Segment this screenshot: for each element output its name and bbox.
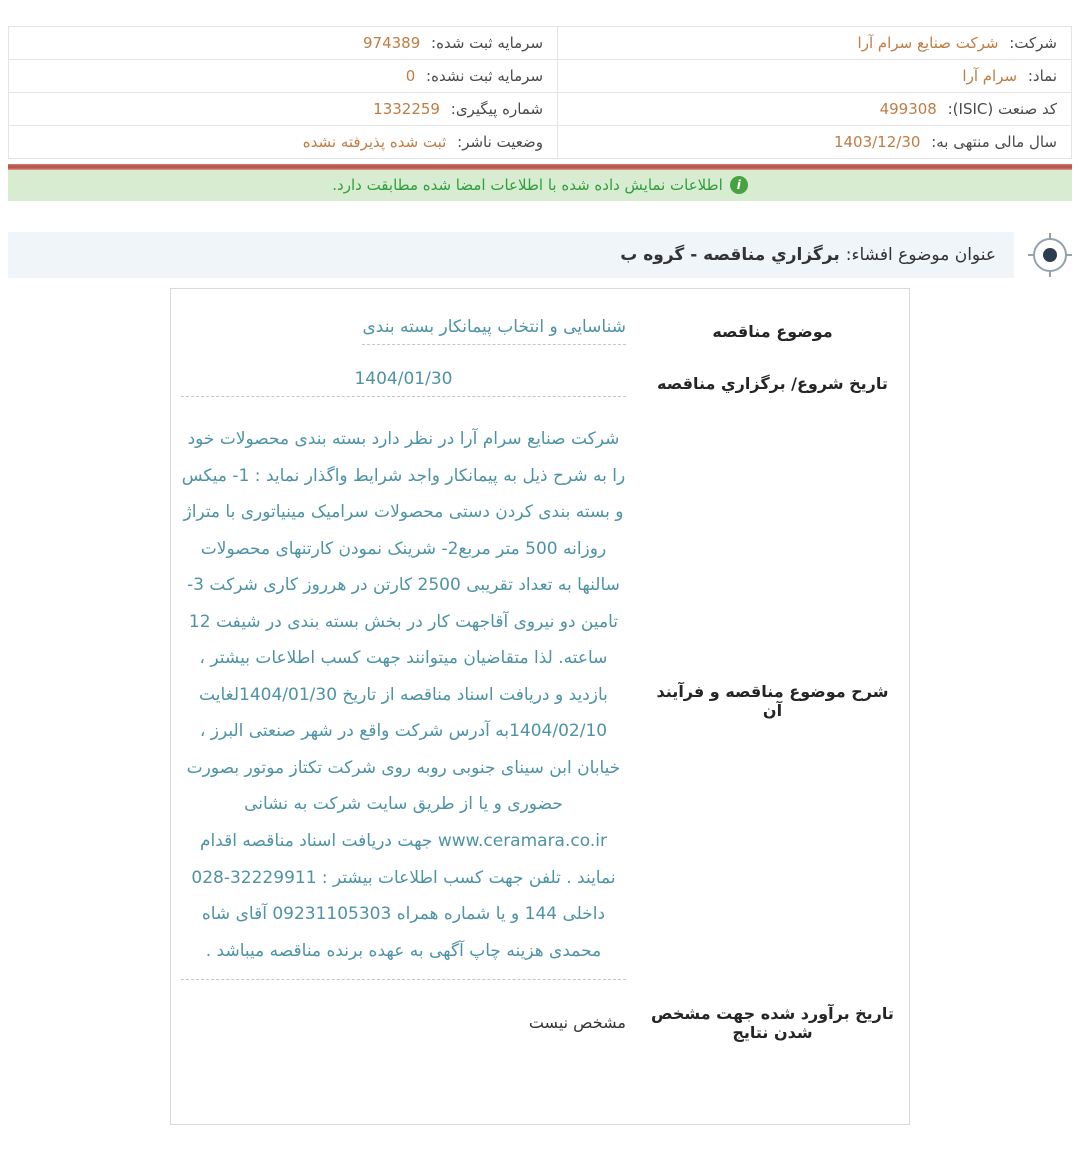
disclosure-table bbox=[171, 305, 909, 1054]
symbol-value: سرام آرا bbox=[962, 67, 1018, 85]
table-row bbox=[9, 27, 1072, 60]
results-date-label: تاریخ برآورد شده جهت مشخص شدن نتایج bbox=[651, 1004, 894, 1043]
unregistered-capital-cell bbox=[9, 60, 558, 93]
tender-subject-label: موضوع مناقصه bbox=[712, 321, 833, 341]
company-cell bbox=[558, 27, 1072, 60]
tender-start-date-row bbox=[171, 357, 909, 409]
tender-description-row bbox=[171, 409, 909, 992]
isic-code-value: 499308 bbox=[879, 100, 937, 118]
tracking-number-label: شماره پیگیری: bbox=[450, 100, 544, 118]
disclosure-subject-title: برگزاري مناقصه - گروه ب bbox=[620, 245, 840, 265]
disclosure-subject-label: عنوان موضوع افشاء: bbox=[845, 245, 996, 265]
section-title-bar bbox=[8, 232, 1014, 278]
table-row bbox=[9, 60, 1072, 93]
company-info-table bbox=[8, 26, 1072, 159]
disclosure-detail-box bbox=[170, 288, 910, 1125]
tender-subject-value: شناسایی و انتخاب پیمانکار بسته بندی bbox=[171, 305, 636, 357]
info-icon: i bbox=[730, 176, 748, 194]
publisher-status-value: ثبت شده پذیرفته نشده bbox=[302, 133, 447, 151]
results-date-value: مشخص نیست bbox=[528, 1013, 626, 1033]
table-row bbox=[9, 93, 1072, 126]
tender-start-date-label: تاریخ شروع/ برگزاري مناقصه bbox=[657, 373, 888, 393]
isic-code-label: کد صنعت (ISIC): bbox=[947, 100, 1057, 118]
registered-capital-label: سرمایه ثبت شده: bbox=[431, 34, 544, 52]
registered-capital-cell bbox=[9, 27, 558, 60]
section-header bbox=[8, 232, 1072, 278]
tender-description-label: شرح موضوع مناقصه و فرآیند آن bbox=[656, 681, 889, 720]
company-value: شرکت صنایع سرام آرا bbox=[857, 34, 999, 52]
symbol-label: نماد: bbox=[1027, 67, 1057, 85]
target-icon bbox=[1028, 233, 1072, 277]
tender-description-value: شرکت صنایع سرام آرا در نظر دارد بسته بندی محصولات خود را به شرح ذیل به پیمانکار واجد شرایط واگذار نماید : 1- میکس و بسته بندی کردن دستی محصولات سرامیک مینیاتوری با متراژ روزانه 500 متر مربع2- شرینک نمودن کارتنهای محصولات سالنها به تعداد تقریبی 2500 کارتن در هرروز کاری شرکت 3- تامین دو نیروی آقاجهت کار در بخش بسته بندی در شیفت 12 ساعته. لذا متقاضیان میتوانند جهت کسب اطلاعات بیشتر ، بازدید و دریافت اسناد مناقصه از تاریخ 1404/01/30لغایت 1404/02/10به آدرس شرکت واقع در شهر صنعتی البرز ، خیابان ابن سینای جنوبی روبه روی شرکت تکتاز موتور بصورت حضوری و یا از طریق سایت شرکت به نشانی www.ceramara.co.ir جهت دریافت اسناد مناقصه اقدام نمایند . تلفن جهت کسب اطلاعات بیشتر : 32229911-028 داخلی 144 و یا شماره همراه 09231105303 آقای شاه محمدی هزینه چاپ آگهی به عهده برنده مناقصه میباشد . bbox=[171, 409, 636, 992]
signature-match-text: اطلاعات نمایش داده شده با اطلاعات امضا شده مطابقت دارد. bbox=[332, 176, 723, 194]
signature-match-banner bbox=[8, 170, 1072, 201]
tracking-number-cell bbox=[9, 93, 558, 126]
publisher-status-label: وضعیت ناشر: bbox=[457, 133, 544, 151]
fiscal-year-label: سال مالی منتهی به: bbox=[931, 133, 1057, 151]
registered-capital-value: 974389 bbox=[362, 34, 421, 52]
results-date-row bbox=[171, 992, 909, 1054]
tracking-number-value: 1332259 bbox=[373, 100, 440, 118]
table-row bbox=[9, 126, 1072, 159]
unregistered-capital-value: 0 bbox=[405, 67, 416, 85]
fiscal-year-cell bbox=[558, 126, 1072, 159]
publisher-status-cell bbox=[9, 126, 558, 159]
symbol-cell bbox=[558, 60, 1072, 93]
tender-subject-row bbox=[171, 305, 909, 357]
isic-code-cell bbox=[558, 93, 1072, 126]
fiscal-year-value: 1403/12/30 bbox=[833, 133, 921, 151]
company-label: شرکت: bbox=[1009, 34, 1057, 52]
tender-start-date-value: 1404/01/30 bbox=[171, 357, 636, 409]
unregistered-capital-label: سرمایه ثبت نشده: bbox=[426, 67, 544, 85]
